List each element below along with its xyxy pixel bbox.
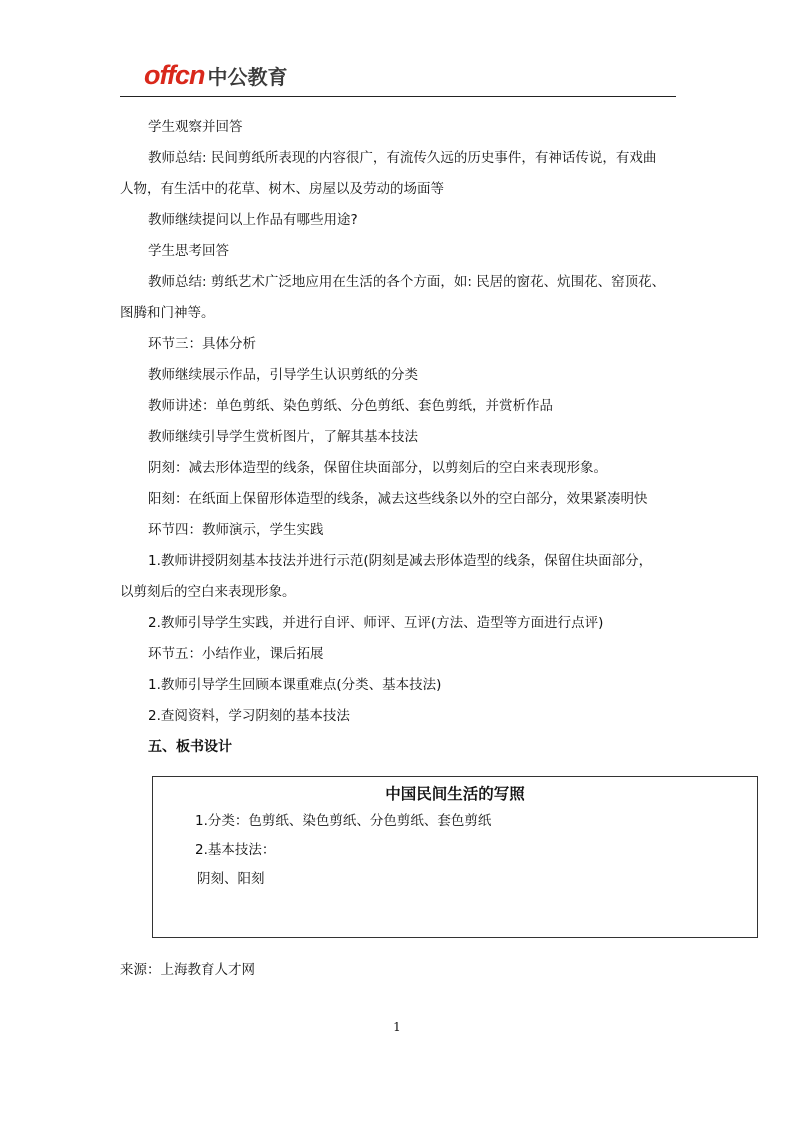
- paragraph: 环节五：小结作业，课后拓展: [148, 646, 324, 662]
- paragraph: 教师总结: 剪纸艺术广泛地应用在生活的各个方面，如: 民居的窗花、炕围花、窑顶花、: [148, 274, 666, 290]
- paragraph: 人物，有生活中的花草、树木、房屋以及劳动的场面等: [120, 181, 444, 197]
- board-title: 中国民间生活的写照: [385, 785, 525, 803]
- paragraph: 以剪刻后的空白来表现形象。: [120, 584, 296, 600]
- paragraph: 环节三：具体分析: [148, 336, 256, 352]
- source-note: 来源：上海教育人才网: [120, 962, 255, 978]
- paragraph: 教师继续引导学生赏析图片，了解其基本技法: [148, 429, 418, 445]
- paragraph: 学生观察并回答: [148, 119, 243, 135]
- board-line-classification: 1.分类：色剪纸、染色剪纸、分色剪纸、套色剪纸: [195, 813, 492, 829]
- paragraph: 2.查阅资料，学习阴刻的基本技法: [148, 708, 350, 724]
- paragraph: 1.教师讲授阴刻基本技法并进行示范(阴刻是减去形体造型的线条，保留住块面部分，: [148, 553, 653, 569]
- section-heading: 五、板书设计: [148, 739, 232, 755]
- paragraph: 教师总结: 民间剪纸所表现的内容很广，有流传久远的历史事件，有神话传说，有戏曲: [148, 150, 657, 166]
- blackboard-design-box: [152, 776, 758, 938]
- paragraph: 2.教师引导学生实践，并进行自评、师评、互评(方法、造型等方面进行点评): [148, 615, 604, 631]
- paragraph: 阳刻：在纸面上保留形体造型的线条，减去这些线条以外的空白部分，效果紧凑明快: [148, 491, 648, 507]
- paragraph: 1.教师引导学生回顾本课重难点(分类、基本技法): [148, 677, 442, 693]
- paragraph: 教师继续提问以上作品有哪些用途?: [148, 212, 358, 228]
- logo-text-en: offcn: [144, 60, 205, 90]
- board-line-techniques: 2.基本技法：: [195, 842, 276, 858]
- paragraph: 教师继续展示作品，引导学生认识剪纸的分类: [148, 367, 418, 383]
- board-line-carving: 阴刻、阳刻: [197, 871, 265, 887]
- logo-text-cn: 中公教育: [207, 65, 288, 89]
- paragraph: 阴刻：减去形体造型的线条，保留住块面部分，以剪刻后的空白来表现形象。: [148, 460, 607, 476]
- page-number: 1: [393, 1020, 401, 1034]
- paragraph: 图腾和门神等。: [120, 305, 215, 321]
- paragraph: 教师讲述：单色剪纸、染色剪纸、分色剪纸、套色剪纸，并赏析作品: [148, 398, 553, 414]
- page-header: [120, 56, 676, 97]
- document-body: [120, 112, 680, 763]
- paragraph: 学生思考回答: [148, 243, 229, 259]
- offcn-logo: [144, 60, 288, 91]
- paragraph: 环节四：教师演示，学生实践: [148, 522, 324, 538]
